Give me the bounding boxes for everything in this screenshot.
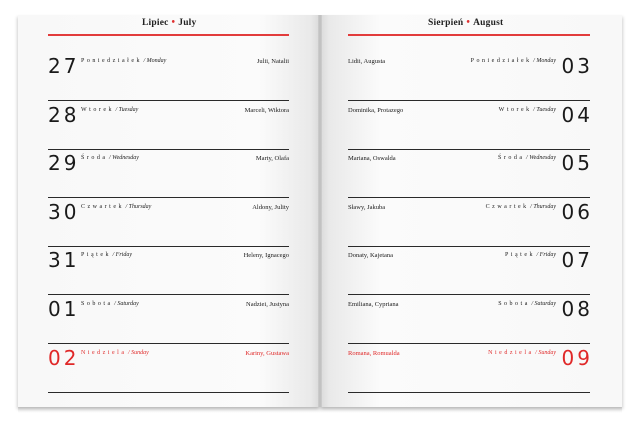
left-day-row <box>48 247 289 296</box>
day-name <box>488 350 556 356</box>
day-number: 05 <box>561 151 593 176</box>
day-number: 01 <box>48 297 80 321</box>
left-header-rule <box>48 34 289 36</box>
day-number: 04 <box>561 102 593 127</box>
day-name-en: / Monday <box>533 58 556 64</box>
name-days: Emiliana, Cypriana <box>348 301 399 308</box>
name-days: Nadziei, Justyna <box>246 301 289 308</box>
day-name-en: / Thursday <box>125 203 152 210</box>
left-month-en: July <box>178 18 197 28</box>
name-days: Lidii, Augusta <box>348 58 386 65</box>
day-name-pl: Niedziela <box>488 349 534 356</box>
page-shadow <box>18 407 622 413</box>
day-name-en: / Saturday <box>114 301 139 307</box>
day-name-en: / Tuesday <box>115 106 139 113</box>
day-number: 30 <box>48 199 80 224</box>
day-number: 02 <box>48 345 80 370</box>
name-days: Romana, Romualda <box>348 349 400 357</box>
day-name-en: / Thursday <box>530 203 556 210</box>
day-name-en: / Tuesday <box>533 106 556 113</box>
day-name-pl: Czwartek <box>485 203 529 210</box>
name-days: Dominika, Protazego <box>348 106 404 114</box>
left-day-row <box>48 296 289 345</box>
right-month-en: August <box>473 18 504 28</box>
book-spine <box>318 15 322 407</box>
day-name <box>81 155 139 161</box>
left-day-row <box>48 345 289 394</box>
right-day-row <box>348 247 593 296</box>
day-number: 09 <box>561 345 593 370</box>
day-name-en: / Sunday <box>128 349 149 356</box>
day-name <box>498 301 556 307</box>
name-days: Aldony, Julity <box>252 203 289 211</box>
day-number: 06 <box>561 199 593 224</box>
day-number: 28 <box>48 102 80 127</box>
day-name-pl: Środa <box>498 155 525 162</box>
day-name-pl: Piątek <box>505 252 535 259</box>
right-day-row <box>348 296 593 345</box>
row-rule <box>348 392 590 393</box>
day-number: 07 <box>561 248 593 273</box>
right-month-separator: • <box>466 17 471 28</box>
day-name-en: / Monday <box>143 58 167 64</box>
name-days: Kariny, Gustawa <box>245 349 289 357</box>
day-name <box>81 107 138 113</box>
day-name-pl: Niedziela <box>81 349 127 356</box>
day-name-en: / Sunday <box>535 349 556 356</box>
name-days: Mariana, Oswalda <box>348 155 396 163</box>
right-header-rule <box>348 34 590 36</box>
day-name-en: / Friday <box>536 252 556 259</box>
right-month-header <box>428 17 503 28</box>
day-name-pl: Sobota <box>498 301 530 307</box>
row-rule <box>48 392 289 393</box>
day-name-en: / Saturday <box>531 301 556 307</box>
day-number: 03 <box>561 54 593 78</box>
name-days: Julii, Natalii <box>256 58 289 65</box>
day-name <box>498 155 556 161</box>
right-day-row <box>348 345 593 394</box>
day-name <box>81 58 166 64</box>
name-days: Marty, Olafa <box>255 155 289 163</box>
name-days: Sławy, Jakuba <box>348 203 386 211</box>
left-month-separator: • <box>171 17 176 28</box>
day-name-pl: Wtorek <box>81 106 114 113</box>
day-name-pl: Wtorek <box>498 106 532 113</box>
right-day-row <box>348 102 593 151</box>
left-month-header <box>142 17 196 28</box>
day-name <box>505 252 556 258</box>
right-day-row <box>348 199 593 248</box>
day-name <box>81 301 139 307</box>
right-month-pl: Sierpień <box>428 18 464 28</box>
day-name-pl: Piątek <box>81 252 111 259</box>
day-name-pl: Środa <box>81 155 108 162</box>
day-number: 08 <box>561 297 593 321</box>
left-month-pl: Lipiec <box>142 18 169 28</box>
right-day-row <box>348 150 593 199</box>
day-name-pl: Poniedziałek <box>81 58 142 64</box>
day-name <box>499 107 556 113</box>
name-days: Donaty, Kajetana <box>348 252 394 260</box>
day-name <box>81 252 132 258</box>
day-name-en: / Friday <box>112 252 132 259</box>
day-name-en: / Wednesday <box>109 155 139 162</box>
day-name-pl: Poniedziałek <box>470 58 532 64</box>
day-name-en: / Wednesday <box>526 155 556 162</box>
day-name <box>81 204 151 210</box>
day-name <box>471 58 556 64</box>
day-name <box>486 204 556 210</box>
name-days: Marceli, Wiktora <box>244 106 289 114</box>
name-days: Heleny, Ignacego <box>243 252 289 260</box>
left-day-row <box>48 102 289 151</box>
left-day-row <box>48 199 289 248</box>
right-day-row <box>348 53 593 102</box>
day-name-pl: Sobota <box>81 301 113 307</box>
left-day-row <box>48 53 289 102</box>
day-name-pl: Czwartek <box>81 203 124 210</box>
day-number: 27 <box>48 54 80 78</box>
day-name <box>81 350 149 356</box>
left-day-row <box>48 150 289 199</box>
day-number: 29 <box>48 151 80 176</box>
day-number: 31 <box>48 248 80 273</box>
